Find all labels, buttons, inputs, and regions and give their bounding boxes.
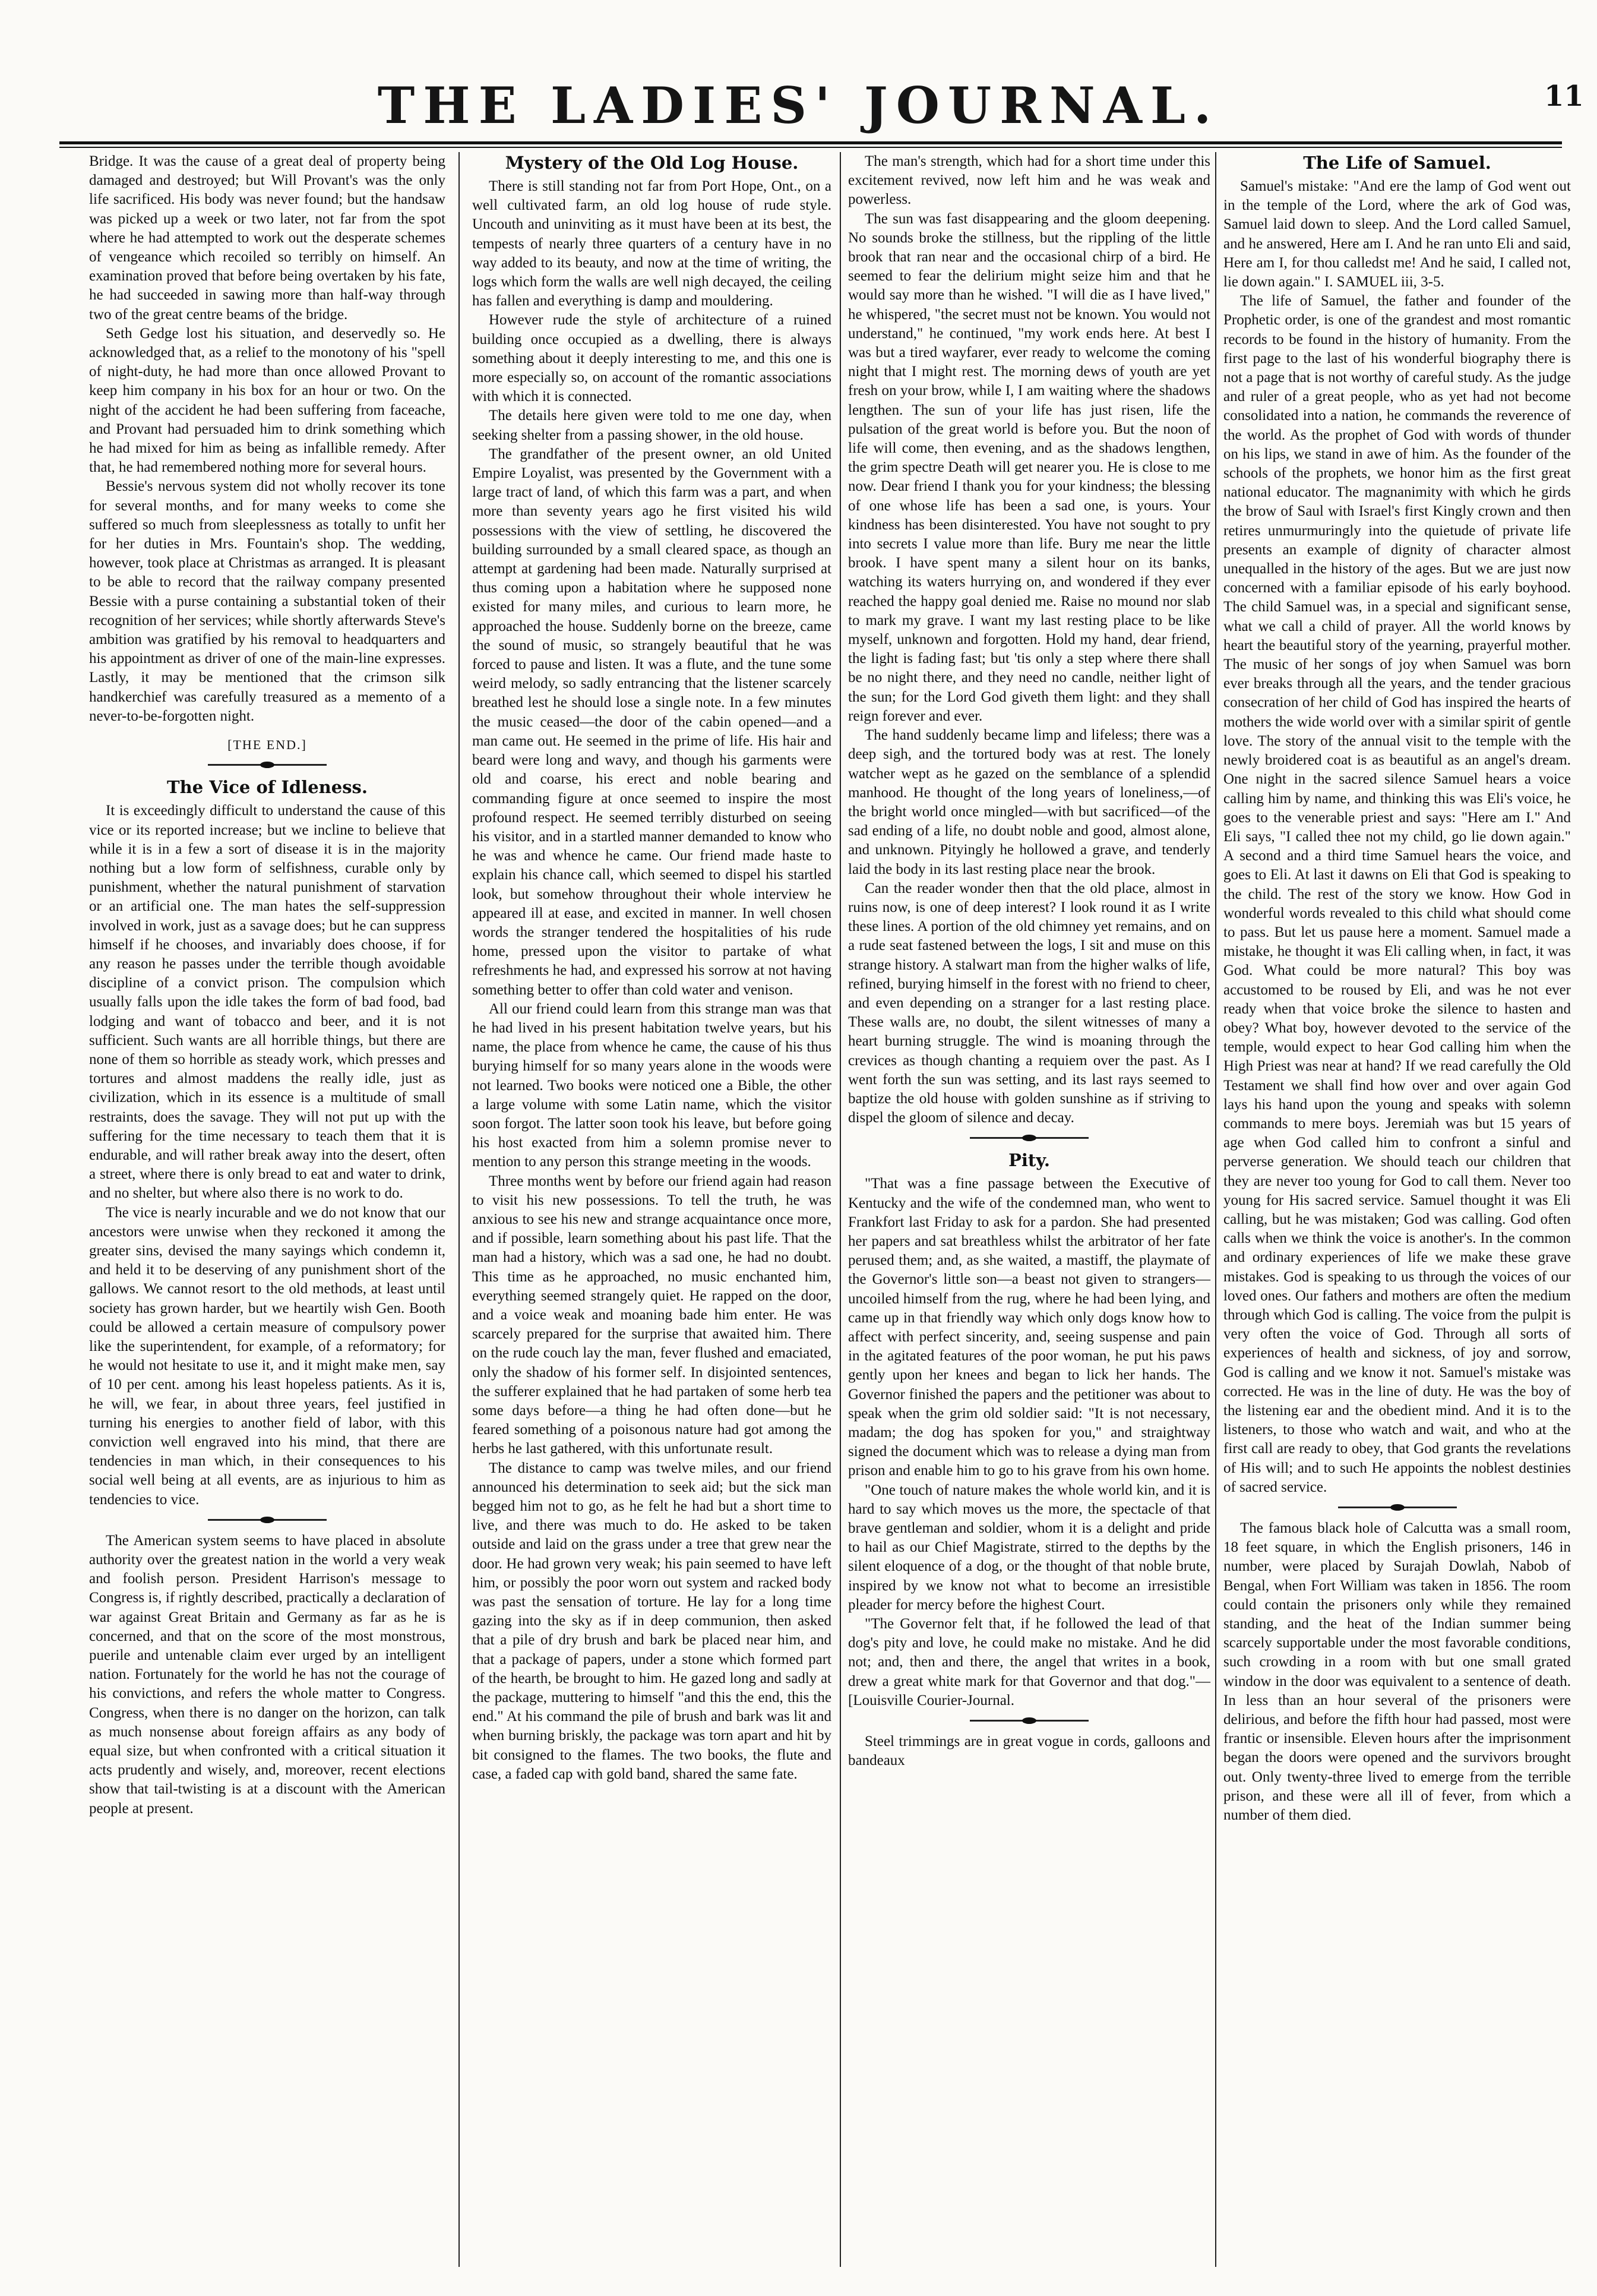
article-paragraph: There is still standing not far from Port Hope, Ont., on a well cultivated farm, an old log house of rude style. Uncouth and uninviting as it must have been at its best, the tempests of nearly three quarters of a century have in no way added to its beauty, and now at the time of writing, the logs which form the walls are well nigh decayed, the ceiling has fallen and everything is damp and mouldering.	[472, 178, 831, 309]
section-divider	[208, 764, 327, 766]
article-paragraph: Steel trimmings are in great vogue in cords, galloons and bandeaux	[848, 1733, 1210, 1769]
page-number: 11	[1544, 80, 1584, 113]
article-paragraph: The sun was fast disappearing and the gloom deepening. No sounds broke the stillness, but the rippling of the little brook that ran near and the occasional chirp of a bird. He seemed to fear the delirium might seize him and that he would say more than he wished. "I will die as I have lived," he whispered, "the secret must not be known. You would not understand," he continued, "my work ends here. At best I was but a tired wayfarer, ever ready to welcome the coming night that I might rest. The morning dews of youth are yet fresh on your brow, while I, I am waiting where the shadows lengthen. The sun of your life has just risen, life the pulsation of the great world is before you. But the noon of life will come, then evening, and as the shadows lengthen, the grim spectre Death will get nearer you. He is close to me now. Dear friend I thank you for your kindness; the blessing of one whose life has been a sad one, is yours. Your kindness has been disinterested. You have not sought to pry into secrets I value more than life. Bury me near the little brook. I have spent many a silent hour on its banks, watching its waters hurrying on, and wondered if they ever reached the happy goal denied me. Raise no mound nor slab to mark my grave. I want my last resting place to be like myself, unknown and forgotten. Hold my hand, dear friend, the light is fading fast; but 'tis only a step where there shall be no night there, and they need no candle, neither light of the sun; for the Lord God giveth them light: and they shall reign forever and ever.	[848, 210, 1210, 724]
column-1	[89, 152, 445, 1818]
section-divider	[1338, 1507, 1457, 1508]
column-divider	[458, 152, 460, 2267]
headline-mystery-log-house: Mystery of the Old Log House.	[505, 153, 799, 173]
article-paragraph: The life of Samuel, the father and founder of the Prophetic order, is one of the grandest and most romantic records to be found in the history of humanity. From the first page to the last of his wonderful biography there is not a page that is not worthy of careful study. As the judge and ruler of a great people, who as yet had not become consolidated into a nation, he commands the reverence of the world. As the prophet of God with words of thunder on his lips, we stand in awe of him. As the founder of the schools of the prophets, we honor him as the first great national educator. The magnanimity with which he girds the brow of Saul with Israel's first Kingly crown and then retires unmurmuringly into the quietude of private life presents an example of dignity of character almost unequalled in the history of the ages. But we are just now concerned with a familiar episode of his early boyhood. The child Samuel was, in a special and significant sense, what we call a child of prayer. All the world knows by heart the beautiful story of the yearning, prayerful mother. The music of her songs of joy when Samuel was born ever breaks through all the years, and the tender gracious consecration of her child of God has inspired the hearts of mothers the wide world over with a similar spirit of gentle love. The story of the annual visit to the temple with the newly broidered coat is as beautiful as an angel's dream. One night in the sacred silence Samuel hears a voice calling him by name, and thinking this was Eli's voice, he goes to the venerable priest and says: "Here am I." And Eli says, "I called thee not my child, go lie down again." A second and a third time Samuel hears the voice, and goes to Eli. At last it dawns on Eli that God is speaking to the child. The rest of the story we know. How God in wonderful words revealed to this child what should come to pass. But let us pause here a moment. Samuel made a mistake, he thought it was Eli calling when, in fact, it was God. What could be more natural? This boy was accustomed to be roused by Eli, and was he not ever ready when that voice broke the silence to hasten and obey? What boy, however devoted to the service of the temple, would expect to hear God calling him when the High Priest was near at hand? If we read carefully the Old Testament we shall find how over and over again God lays his hand upon the young and speaks with solemn commands to mere boys. Jeremiah was but 15 years of age when God called him to confront a sinful and perverse generation. We should teach our children that they are never too young for God to call them. Never too young for His sacred service. Samuel thought it was Eli calling, but he was mistaken; God was calling. God often calls when we think the voice is another's. In the common and ordinary experiences of life we make these grave mistakes. God is speaking to us through the voices of our loved ones. Our fathers and mothers are often the medium through which God is calling. The voice from the pulpit is very often the voice of God. Through all sorts of experiences of health and sickness, of joy and sorrow, God is calling and we know it not. Samuel's mistake was corrected. He was in the line of duty. He was the boy of the listening ear and the obedient mind. And it is to the listeners, to those who watch and wait, and who at the first call are ready to obey, that God grants the revelations of His will; and to such He appoints the noblest destinies of sacred service.	[1223, 293, 1571, 1495]
article-paragraph: The details here given were told to me one day, when seeking shelter from a passing shower, in the old house.	[472, 408, 831, 443]
headline-vice-of-idleness: The Vice of Idleness.	[167, 777, 368, 798]
article-paragraph: The famous black hole of Calcutta was a small room, 18 feet square, in which the English prisoners, 146 in number, were placed by Surajah Dowlah, Nabob of Bengal, when Fort William was taken in 1856. The room could contain the prisoners only while they remained standing, and the heat of the Indian summer being scarcely supportable under the most favorable conditions, such crowding in a room with but one small grated window in the door was equivalent to a sentence of death. In less than an hour several of the prisoners were delirious, and before the fifth hour had passed, most were frantic or insensible. Eleven hours after the imprisonment began the doors were opened and the survivors brought out. Only twenty-three lived to emerge from the terrible prison, and these were all ill of fever, from which a number of them died.	[1223, 1520, 1571, 1824]
masthead-rule	[59, 141, 1562, 144]
article-paragraph: All our friend could learn from this strange man was that he had lived in his present habitation twelve years, but his name, the place from whence he came, the cause of his thus burying himself for so many years alone in the woods were not learned. Two books were noticed one a Bible, the other a large volume with some Latin name, which the visitor soon forgot. The latter soon took his leave, but before going his host exacted from him a solemn promise never to mention to any person this strange meeting in the woods.	[472, 1000, 831, 1170]
article-paragraph: The distance to camp was twelve miles, and our friend announced his determination to seek aid; but the sick man begged him not to go, as he felt he had but a short time to live, and there was much to do. He asked to be taken outside and laid on the grass under a tree that grew near the door. He had grown very weak; his pain seemed to have left him, or possibly the poor worn out system and racked body was past the sensation of torture. He lay for a long time gazing into the sky as if in deep communion, then asked that a pile of dry brush and bark be placed near him, and that a package of papers, under a stone which formed part of the hearth, be brought to him. He gazed long and sadly at the package, muttering to himself "and this the end, this the end." At his command the pile of brush and bark was lit and when burning briskly, the package was torn apart and hit by bit consigned to the flames. The two books, the flute and case, a faded cap with gold band, shared the same fate.	[472, 1460, 831, 1782]
masthead-title: THE LADIES' JOURNAL.	[377, 76, 1220, 135]
article-paragraph: Seth Gedge lost his situation, and deservedly so. He acknowledged that, as a relief to the monotony of his "spell of night-duty, he had more than once allowed Provant to keep him company in his box for an hour or two. On the night of the accident he had been suffering from faceache, and Provant had persuaded him to drink something which he had mixed for him as being as infallible remedy. After that, he had remembered nothing more for several hours.	[89, 325, 445, 476]
article-paragraph: It is exceedingly difficult to understand the cause of this vice or its reported increase; but we incline to believe that while it is in a few a sort of disease it is in the majority nothing but a low form of selfishness, curable only by punishment, whether the natural punishment of starvation or an artificial one. The man hates the self-suppression involved in work, just as a savage does; but he can suppress himself if he chooses, and invariably does choose, if for any reason he passes under the terrible though avoidable discipline of a convict prison. The compulsion which usually falls upon the idle takes the form of bad food, bad lodging and want of tobacco and beer, and it is not sufficient. Such wants are all horrible things, but there are none of them so horrible as steady work, which presses and tortures and almost maddens the really idle, just as civilization, which in its essence is a multitude of small restraints, does the savage. They will not put up with the suffering for the time necessary to teach them that it is endurable, and will rather break away into the desert, often a street, where there is only bread to eat and water to drink, and no shelter, but where also there is no work to do.	[89, 803, 445, 1202]
column-divider	[1215, 152, 1216, 2267]
article-paragraph: Samuel's mistake: "And ere the lamp of God went out in the temple of the Lord, where the ark of God was, Samuel laid down to sleep. And the Lord called Samuel, and he answered, Here am I. And he ran unto Eli and said, Here am I, for thou calledst me! And he said, I called not, lie down again." I. SAMUEL iii, 3-5.	[1223, 178, 1571, 290]
headline-pity: Pity.	[1008, 1150, 1050, 1171]
article-paragraph: However rude the style of architecture of a ruined building once occupied as a dwelling, there is always something about it deeply interesting to me, and this one is more especially so, on account of the romantic associations with which it is connected.	[472, 312, 831, 405]
headline-life-of-samuel: The Life of Samuel.	[1303, 153, 1491, 173]
article-paragraph: "One touch of nature makes the whole world kin, and it is hard to say which moves us the more, the spectacle of that brave gentleman and soldier, whom it is a delight and pride to hail as our Chief Magistrate, stirred to the depths by the silent eloquence of a dog, or the thought of that noble brute, inspired by we know not what to become an irresistible pleader for mercy before the highest Court.	[848, 1482, 1210, 1613]
column-2	[472, 152, 831, 1784]
column-divider	[840, 152, 841, 2267]
article-paragraph: "That was a fine passage between the Executive of Kentucky and the wife of the condemned man, who went to Frankfort last Friday to ask for a pardon. She had presented her papers and sat breathless whilst the arbitrator of her fate perused them; and, as she waited, a mastiff, the playmate of the Governor's little son—a beast not given to strangers—uncoiled himself from the rug, where he had been lying, and came up in that friendly way which only dogs know how to affect with perfect sincerity, and, seeing suspense and pain in the agitated features of the poor woman, he put his paws gently upon her knees and began to lick her hands. The Governor finished the papers and the petitioner was about to speak when the grim old soldier said: "It is not necessary, madam; the dog has spoken for you," and straightway signed the document which was to release a dying man from prison and enable him to go to his grave from his own home.	[848, 1176, 1210, 1479]
section-divider	[970, 1137, 1089, 1139]
article-paragraph: The vice is nearly incurable and we do not know that our ancestors were unwise when they reckoned it among the greater sins, devised the many sayings which condemn it, and held it to be deserving of any punishment short of the gallows. We cannot resort to the old methods, at least until society has grown harder, but we heartily wish Gen. Booth could be allowed a certain measure of compulsory power like the superintendent, for example, of a reformatory; for he would not hesitate to use it, and it might make men, say of 10 per cent. among his least hopeless patients. As it is, he will, we fear, in about three years, feel justified in turning his energies to another field of labor, with this conviction well engraved into his mind, that there are tendencies in man which, in their consequences to his social well being at all events, are as injurious to him as tendencies to vice.	[89, 1204, 445, 1508]
article-paragraph: The American system seems to have placed in absolute authority over the greatest nation in the world a very weak and foolish person. President Harrison's message to Congress is, if rightly described, practically a declaration of war against Great Britain and Germany as far as he is concerned, and that on the score of the most monstrous, puerile and untenable claim ever urged by an intelligent nation. Fortunately for the world he has not the courage of his convictions, and refers the whole matter to Congress. Congress, when there is no danger on the horizon, can talk as much nonsense about foreign affairs as any body of equal size, but when confronted with a critical situation it acts prudently and wisely, and, moreover, recent elections show that tail-twisting is at a discount with the American people at present.	[89, 1532, 445, 1817]
article-paragraph: Bridge. It was the cause of a great deal of property being damaged and destroyed; but Will Provant's was the only life sacrificed. His body was never found; but the handsaw was picked up a week or two later, not far from the spot where he had attempted to work out the desperate schemes of vengeance which recoiled so terribly on himself. An examination proved that before being overtaken by his fate, he had succeeded in sawing more than half-way through two of the great centre beams of the bridge.	[89, 153, 445, 323]
article-paragraph: Three months went by before our friend again had reason to visit his new possessions. To tell the truth, he was anxious to see his new and strange acquaintance once more, and if possible, learn something about his past life. That the man had a history, which was a sad one, he had no doubt. This time as he approached, no music enchanted him, everything seemed strangely quiet. He rapped on the door, and a voice weak and moaning bade him enter. He was scarcely prepared for the surprise that awaited him. There on the rude couch lay the man, fever flushed and emaciated, only the shadow of his former self. In disjointed sentences, the sufferer explained that he had partaken of some herb tea some days before—a thing he had often done—but he feared something of a poisonous nature had got among the herbs he last gathered, with this unfortunate result.	[472, 1173, 831, 1457]
article-paragraph: Can the reader wonder then that the old place, almost in ruins now, is one of deep interest? I look round it as I write these lines. A portion of the old chimney yet remains, and on a rude seat fastened between the logs, I sit and muse on this strange history. A stalwart man from the higher walks of life, refined, burying himself in the forest with no friend to cheer, and even depending on a stranger for a last resting place. These walls are, no doubt, the silent witnesses of many a heart burning struggle. The wind is moaning through the crevices as though chanting a requiem over the past. As I went forth the sun was setting, and its last rays seemed to baptize the old house with golden sunshine as if striving to dispel the gloom of silence and decay.	[848, 880, 1210, 1126]
article-paragraph: "The Governor felt that, if he followed the lead of that dog's pity and love, he could make no mistake. And he did not; and, then and there, the angel that writes in a book, drew a great white mark for that Governor and that dog."—[Louisville Courier-Journal.	[848, 1616, 1210, 1708]
article-paragraph: Bessie's nervous system did not wholly recover its tone for several months, and for many weeks to come she suffered so much from sleeplessness as totally to unfit her for her duties in Mrs. Fountain's shop. The wedding, however, took place at Christmas as arranged. It is pleasant to be able to record that the railway company presented Bessie with a purse containing a substantial token of their recognition of her services; while shortly afterwards Steve's ambition was gratified by his removal to headquarters and his appointment as driver of one of the main-line expresses. Lastly, it may be mentioned that the crimson silk handkerchief was carefully treasured as a memento of a never-to-be-forgotten night.	[89, 478, 445, 724]
article-paragraph: The grandfather of the present owner, an old United Empire Loyalist, was presented by the Government with a large tract of land, of which this farm was a part, and when more than seventy years ago he first visited his wild possessions with the view of settling, he discovered the building surrounded by a small cleared space, as though an attempt at gardening had been made. Naturally surprised at thus coming upon a habitation where he supposed none existed for many miles, and curious to learn more, he approached the house. Suddenly borne on the breeze, came the sound of music, so strangely beautiful that he was forced to pause and listen. It was a flute, and the tune some weird melody, so sadly entrancing that the listener scarcely breathed lest he should lose a single note. In a few minutes the music ceased—the door of the cabin opened—and a man came out. He seemed in the prime of life. His hair and beard were long and wavy, and though his garments were old and coarse, his erect and noble bearing and commanding figure at once seemed to inspire the most profound respect. He seemed terribly disturbed on seeing his visitor, and in a startled manner demanded to know who he was and whence he came. Our friend made haste to explain his chance call, which seemed to dispel his startled look, but somehow throughout their whole interview he appeared ill at ease, and excited in manner. In well chosen words the stranger tendered the hospitalities of his rude home, pressed upon the visitor to partake of what refreshments he had, and expressed his sorrow at not having something better to offer than cold water and venison.	[472, 446, 831, 998]
section-divider	[208, 1519, 327, 1521]
column-4	[1223, 152, 1571, 1825]
story-end-mark: [THE END.]	[227, 737, 307, 753]
article-paragraph: The hand suddenly became limp and lifeless; there was a deep sigh, and the tortured body was at rest. The lonely watcher wept as he gazed on the semblance of a splendid manhood. He thought of the long years of loneliness,—of the bright world once mingled—with but sacrificed—of the sad ending of a life, no doubt noble and good, almost alone, and unknown. Pityingly he hollowed a grave, and tenderly laid the body in its last resting place near the brook.	[848, 727, 1210, 877]
article-paragraph: The man's strength, which had for a short time under this excitement revived, now left him and he was weak and powerless.	[848, 153, 1210, 208]
column-3	[848, 152, 1210, 1770]
section-divider	[970, 1720, 1089, 1722]
